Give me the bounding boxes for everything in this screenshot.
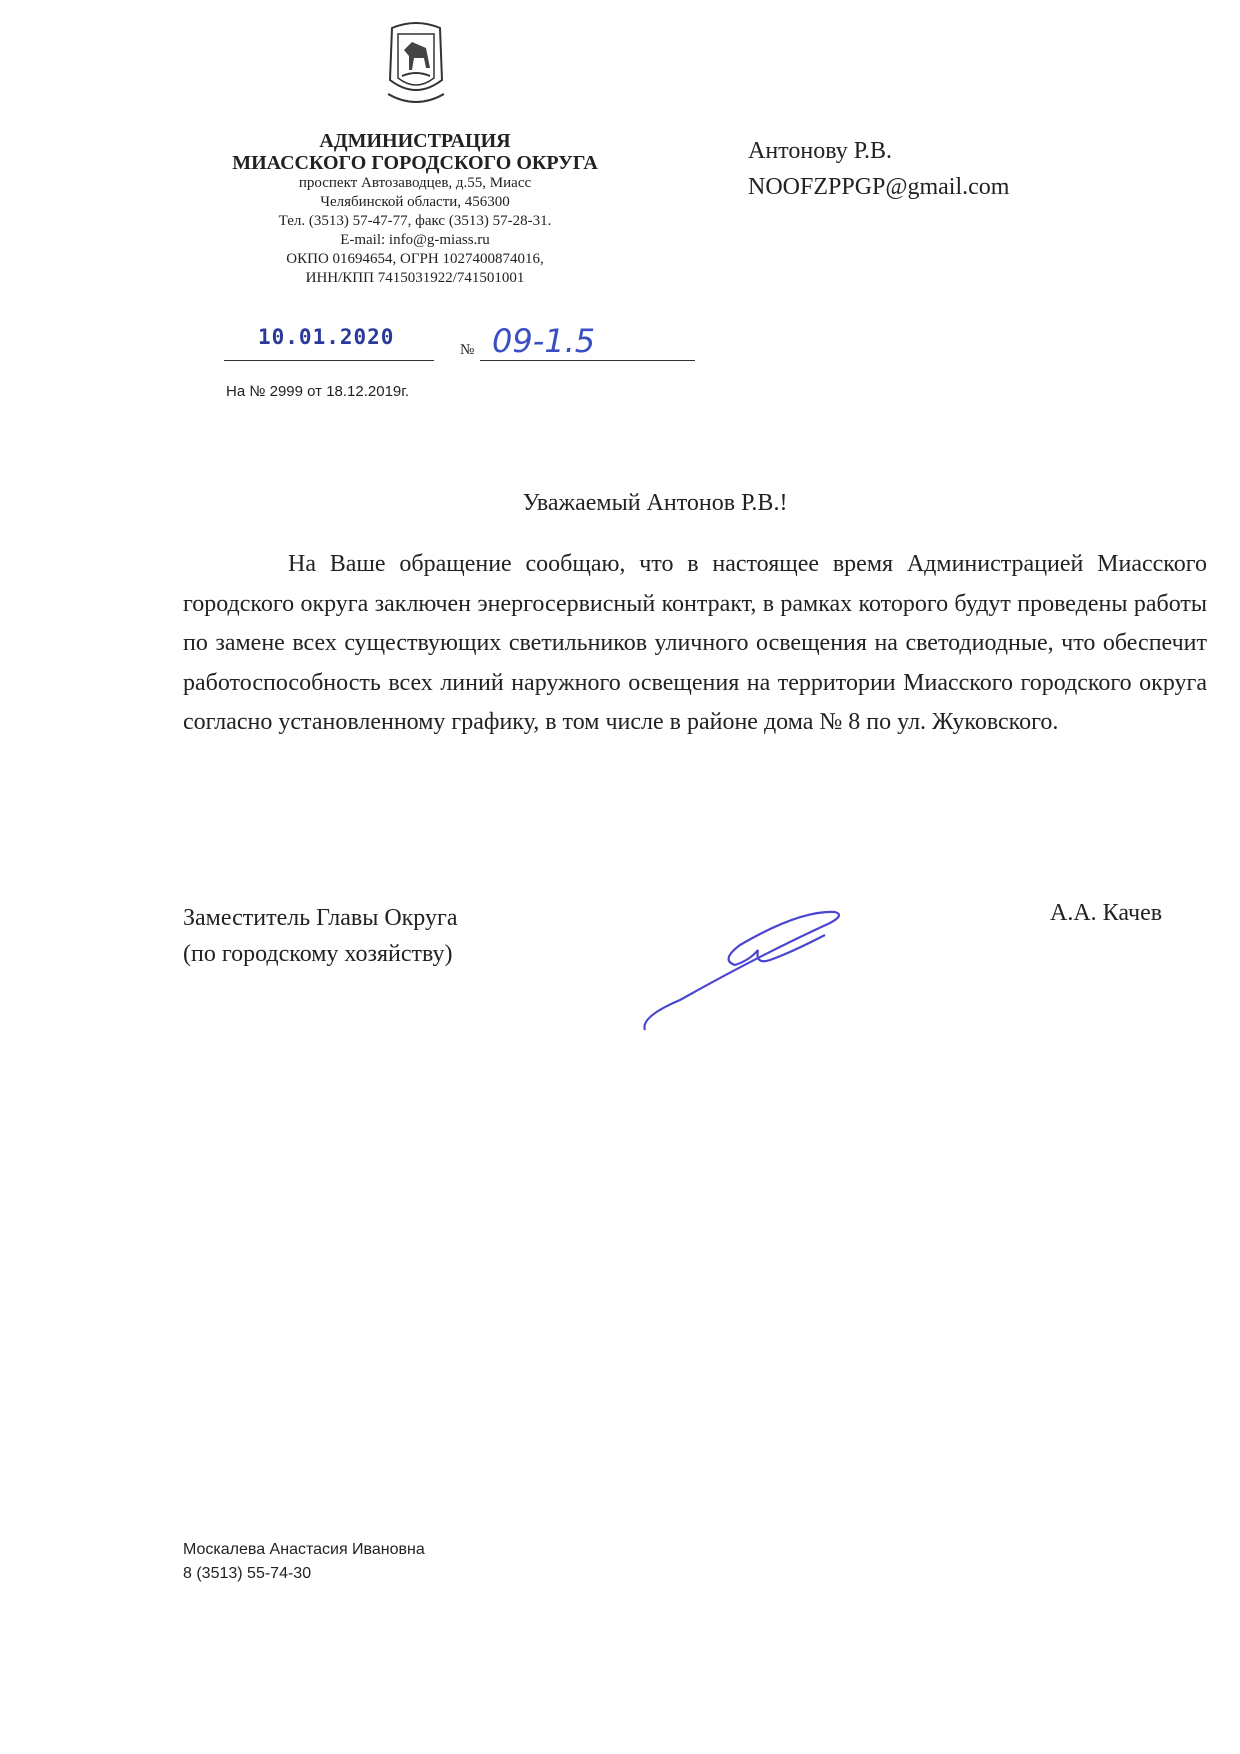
org-name-line2: МИАССКОГО ГОРОДСКОГО ОКРУГА <box>232 152 598 174</box>
handwritten-number: 09-1.5 <box>492 322 596 360</box>
recipient-block <box>748 133 1009 205</box>
reference-line: На № 2999 от 18.12.2019г. <box>226 383 410 400</box>
date-stamp: 10.01.2020 <box>258 325 395 349</box>
email-line: E-mail: info@g-miass.ru <box>340 232 490 248</box>
registry-line: ОКПО 01694654, ОГРН 1027400874016, <box>286 251 544 267</box>
contact-line: Тел. (3513) 57-47-77, факс (3513) 57-28-31. <box>278 213 552 229</box>
recipient-email: NOOFZPPGP@gmail.com <box>748 174 1010 200</box>
number-label: № <box>460 342 475 358</box>
coat-of-arms-emblem <box>382 20 450 112</box>
position-line: Заместитель Главы Округа <box>183 905 458 931</box>
position-line: (по городскому хозяйству) <box>183 941 453 967</box>
signer-position <box>183 900 458 972</box>
org-name-line1: АДМИНИСТРАЦИЯ <box>319 130 511 152</box>
executor-block <box>183 1538 425 1586</box>
letterhead <box>200 130 630 288</box>
tax-line: ИНН/КПП 7415031922/741501001 <box>305 270 525 286</box>
handwritten-signature <box>640 905 850 1035</box>
recipient-name: Антонову Р.В. <box>748 138 893 164</box>
letter-body: На Ваше обращение сообщаю, что в настоящее время Администрацией Миасского городского округа заключен энергосервисный контракт, в рамках которого будут проведены работы по замене всех существующих светильников уличного освещения на светодиодные, что обеспечит работоспособность всех линий наружного освещения на территории Миасского городского округа согласно установленному графику, в том числе в районе дома № 8 по ул. Жуковского. <box>183 551 1207 735</box>
address-line: Челябинской области, 456300 <box>320 194 510 210</box>
greeting: Уважаемый Антонов Р.В.! <box>522 490 788 516</box>
signer-name: А.А. Качев <box>1050 900 1163 926</box>
executor-phone: 8 (3513) 55-74-30 <box>183 1565 312 1582</box>
executor-name: Москалева Анастасия Ивановна <box>183 1541 425 1558</box>
address-line: проспект Автозаводцев, д.55, Миасс <box>298 175 532 191</box>
